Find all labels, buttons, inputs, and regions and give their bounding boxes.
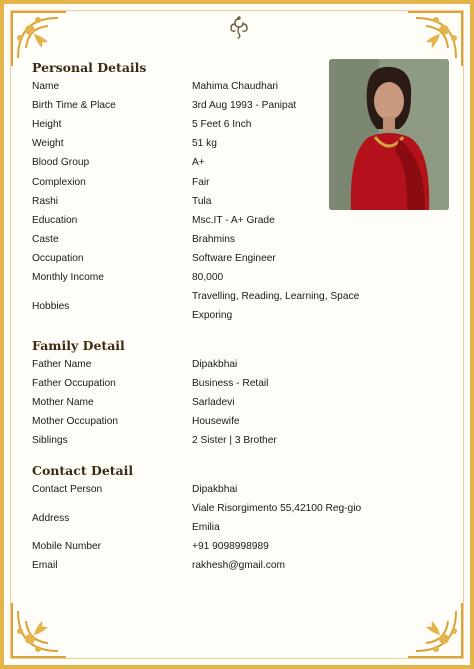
detail-value: A+	[192, 157, 205, 169]
detail-value: Mahima Chaudhari	[192, 81, 279, 92]
detail-label: Hobbies	[32, 301, 70, 313]
detail-label: Mobile Number	[32, 541, 102, 553]
detail-value: Msc.IT - A+ Grade	[192, 214, 275, 226]
detail-value: Viale Risorgimento 55,42100 Reg-gio Emilia	[192, 503, 362, 534]
detail-value: Dipakbhai	[192, 359, 238, 370]
detail-label: Education	[32, 214, 78, 226]
detail-label: Occupation	[32, 252, 84, 264]
detail-label: Father Name	[32, 359, 92, 370]
floral-corner-icon	[404, 599, 466, 661]
detail-value: 80,000	[192, 272, 224, 283]
detail-value: +91 9098998989	[192, 541, 269, 553]
detail-value: 51 kg	[192, 138, 217, 150]
detail-value: Fair	[192, 176, 210, 188]
detail-value: 5 Feet 6 Inch	[192, 119, 252, 131]
detail-label: Address	[32, 513, 70, 525]
detail-label: Mother Name	[32, 397, 94, 409]
detail-value: Tula	[192, 195, 212, 207]
detail-label: Rashi	[32, 195, 59, 207]
detail-value: Sarladevi	[192, 397, 235, 409]
detail-label: Complexion	[32, 176, 86, 188]
detail-label: Caste	[32, 233, 59, 245]
detail-label: Monthly Income	[32, 272, 104, 283]
detail-value: Brahmins	[192, 233, 236, 245]
detail-label: Siblings	[32, 435, 68, 447]
floral-corner-icon	[8, 599, 70, 661]
detail-value: 2 Sister | 3 Brother	[192, 435, 277, 447]
section-title-personal: Personal Details	[32, 60, 147, 75]
detail-label: Mother Occupation	[32, 416, 119, 428]
detail-label: Name	[32, 81, 60, 92]
detail-value: Travelling, Reading, Learning, Space Exporing	[192, 291, 360, 322]
section-title-family: Family Detail	[32, 338, 125, 353]
detail-label: Birth Time & Place	[32, 100, 116, 112]
detail-label: Father Occupation	[32, 378, 116, 390]
detail-label: Height	[32, 119, 62, 131]
detail-value: Dipakbhai	[192, 484, 238, 495]
detail-label: Email	[32, 560, 58, 572]
detail-value: Housewife	[192, 416, 240, 428]
detail-label: Contact Person	[32, 484, 103, 495]
detail-value: Business - Retail	[192, 378, 269, 390]
detail-value: 3rd Aug 1993 - Panipat	[192, 100, 297, 112]
detail-value: rakhesh@gmail.com	[192, 560, 286, 572]
section-title-contact: Contact Detail	[32, 463, 134, 478]
detail-label: Blood Group	[32, 157, 90, 169]
detail-label: Weight	[32, 138, 64, 150]
ganesha-icon	[226, 15, 252, 41]
detail-value: Software Engineer	[192, 252, 276, 264]
